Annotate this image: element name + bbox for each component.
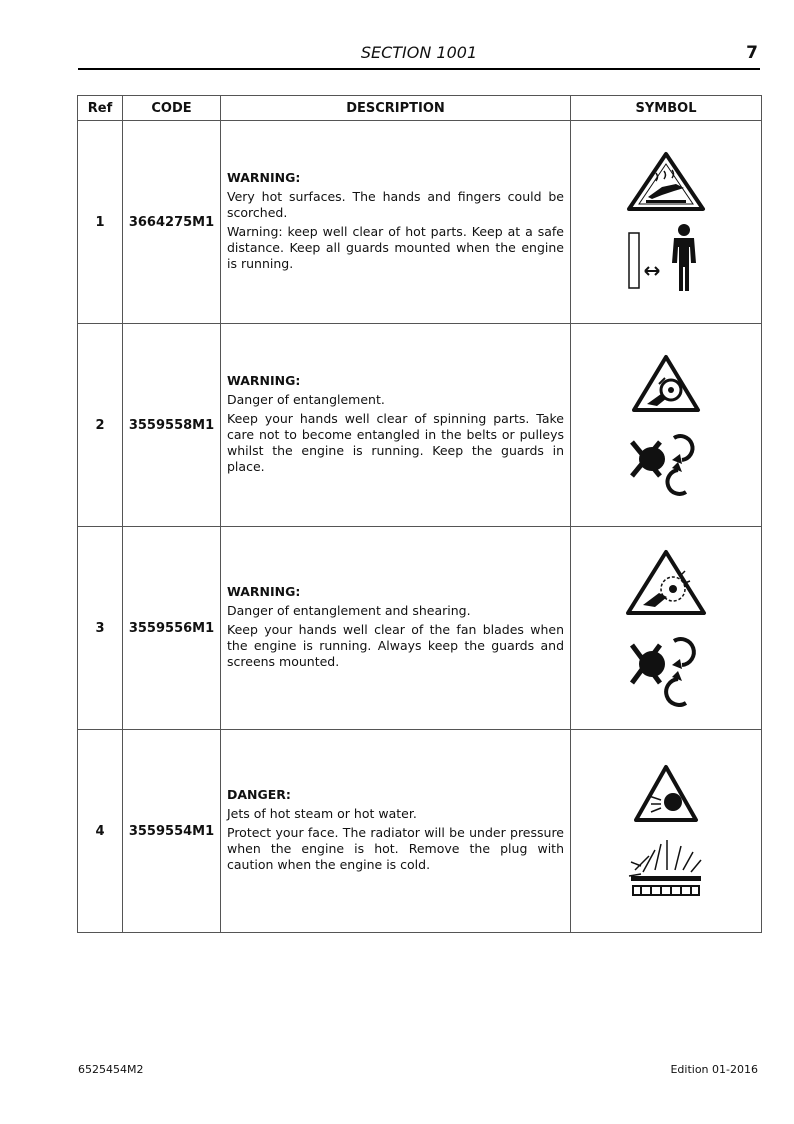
description-line: Keep your hands well clear of the fan blades when the engine is running. Always keep the guards and screens mounted.	[227, 621, 564, 669]
document-number: 6525454M2	[78, 1063, 144, 1076]
ref-cell: 1	[78, 121, 123, 324]
description-cell	[221, 121, 571, 324]
description-line: Jets of hot steam or hot water.	[227, 805, 417, 821]
column-header-symbol: SYMBOL	[571, 96, 762, 121]
code-cell: 3664275M1	[123, 121, 221, 324]
table-row	[78, 121, 762, 324]
ref-cell: 4	[78, 730, 123, 933]
code-cell: 3559558M1	[123, 324, 221, 527]
hot-surface-warning-icon	[626, 151, 706, 213]
page-number: 7	[746, 43, 758, 63]
table-row	[78, 730, 762, 933]
description-line: Protect your face. The radiator will be under pressure when the engine is hot. Remove the plug with caution when the engine is cold.	[227, 824, 564, 872]
description-heading: WARNING:	[227, 583, 301, 599]
page-header	[78, 40, 760, 70]
hot-steam-warning-icon	[633, 764, 699, 824]
description-line: Danger of entanglement.	[227, 391, 385, 407]
table-row	[78, 527, 762, 730]
code-cell: 3559554M1	[123, 730, 221, 933]
table-header-row	[78, 96, 762, 121]
description-cell	[221, 730, 571, 933]
column-header-description: DESCRIPTION	[221, 96, 571, 121]
description-line: Very hot surfaces. The hands and fingers could be scorched.	[227, 188, 564, 220]
description-cell	[221, 527, 571, 730]
description-line: Warning: keep well clear of hot parts. Keep at a safe distance. Keep all guards mounted when the engine is running.	[227, 223, 564, 271]
symbol-cell	[571, 527, 762, 730]
code-cell: 3559556M1	[123, 527, 221, 730]
description-heading: DANGER:	[227, 786, 291, 802]
column-header-code: CODE	[123, 96, 221, 121]
safety-symbols-table	[77, 95, 762, 933]
ref-cell: 2	[78, 324, 123, 527]
description-line: Danger of entanglement and shearing.	[227, 602, 471, 618]
radiator-pressure-icon	[625, 836, 707, 898]
entanglement-warning-icon	[631, 354, 701, 414]
table-row	[78, 324, 762, 527]
symbol-cell	[571, 121, 762, 324]
description-heading: WARNING:	[227, 372, 301, 388]
description-cell	[221, 324, 571, 527]
description-line: Keep your hands well clear of spinning parts. Take care not to become entangled in the belts or pulleys whilst the engine is running. Keep the guards in place.	[227, 410, 564, 474]
no-hands-rotating-icon	[626, 424, 706, 496]
ref-cell: 3	[78, 527, 123, 730]
no-hands-rotating-icon	[626, 627, 706, 707]
column-header-ref: Ref	[78, 96, 123, 121]
description-heading: WARNING:	[227, 169, 301, 185]
symbol-cell	[571, 324, 762, 527]
symbol-cell	[571, 730, 762, 933]
keep-distance-icon	[621, 223, 711, 293]
fan-shearing-warning-icon	[625, 549, 707, 617]
section-title: SECTION 1001	[360, 43, 478, 62]
edition-label: Edition 01-2016	[670, 1063, 758, 1076]
